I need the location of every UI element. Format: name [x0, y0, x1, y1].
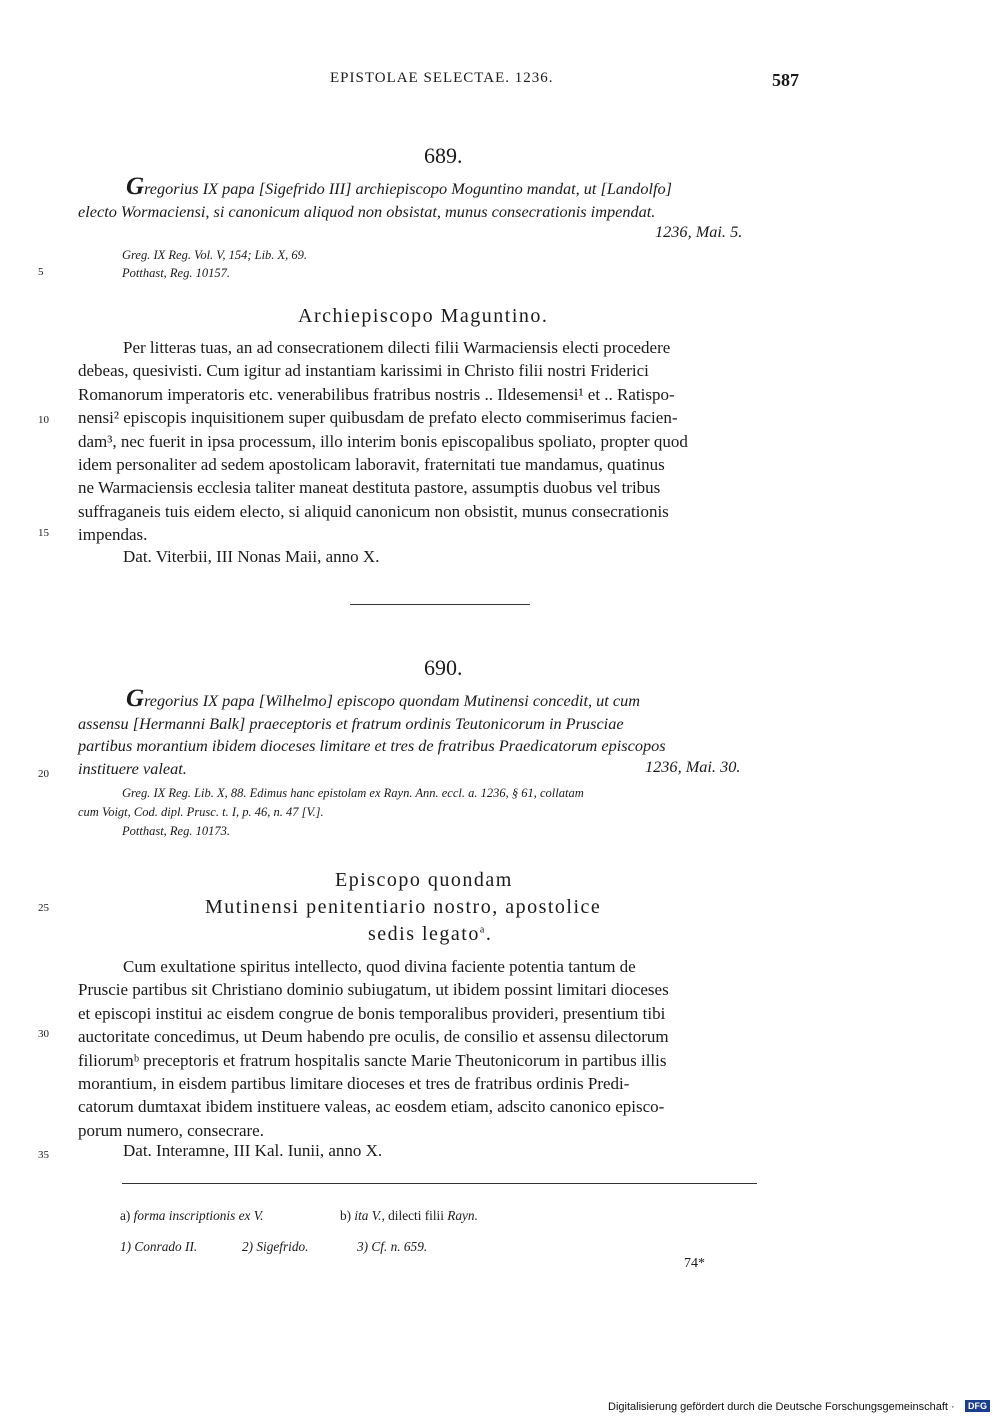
footnote-marker: a [479, 924, 486, 936]
letter-address-690: Episcopo quondam [335, 869, 513, 891]
letter-dating-690: Dat. Interamne, III Kal. Iunii, anno X. [123, 1141, 383, 1160]
letter-body-689 [78, 336, 805, 547]
body-line: catorum dumtaxat ibidem instituere valeas, ac eosdem etiam, adscito canonico episco- [78, 1097, 665, 1117]
letter-date-689: 1236, Mai. 5. [655, 222, 743, 241]
footnote-2 [242, 1239, 308, 1255]
body-line: filiorumᵇ preceptoris et fratrum hospitalis sancte Marie Theutonicorum in partibus illis [78, 1050, 667, 1070]
body-line: dam³, nec fuerit in ipsa processum, illo interim bonis episcopalibus spoliato, propter quod [78, 431, 688, 451]
body-line: suffraganeis tuis eidem electo, si aliquid canonicum non obsistit, munus consecrationis [78, 501, 669, 521]
letter-address-690: sedis legato$^a$. [368, 923, 493, 945]
footnote-1 [120, 1239, 197, 1255]
source-reference: Greg. IX Reg. Vol. V, 154; Lib. X, 69. [122, 248, 308, 262]
dfg-attribution: Digitalisierung gefördert durch die Deutsche Forschungsgemeinschaft · [608, 1401, 955, 1413]
drop-capital: G [126, 685, 145, 712]
running-header: EPISTOLAE SELECTAE. 1236. [330, 70, 554, 86]
body-line: idem personaliter ad sedem apostolicam laboravit, fraternitati tue mandamus, quatinus [78, 455, 665, 475]
footnote-marker: b) [340, 1208, 352, 1223]
footnote-marker: a) [120, 1208, 131, 1223]
footnote-text: Rayn. [447, 1208, 478, 1223]
footnote-3 [357, 1239, 427, 1255]
line-number: 15 [38, 527, 49, 539]
letter-dating-689: Dat. Viterbii, III Nonas Maii, anno X. [123, 547, 380, 566]
letter-address-690: Mutinensi penitentiario nostro, apostolice [205, 896, 602, 918]
footnote-b [340, 1208, 478, 1224]
source-reference: Potthast, Reg. 10157. [122, 266, 230, 280]
body-line: nensi² episcopis inquisitionem super quibusdam de prefato electo commiserimus facien- [78, 408, 678, 428]
body-line: et episcopi institui ac eisdem congrue de bonis temporalibus provideri, presentium tibi [78, 1003, 666, 1023]
body-line: Romanorum imperatoris etc. venerabilibus fratribus nostris .. Ildesemensi¹ et .. Ratispo- [78, 384, 675, 404]
footnote-divider [122, 1183, 757, 1184]
body-line: ne Warmaciensis ecclesia taliter maneat destituta pastore, assumptis duobus vel tribus [78, 478, 661, 498]
letter-number-689: 689. [424, 143, 463, 168]
line-number: 10 [38, 414, 49, 426]
source-reference: cum Voigt, Cod. dipl. Prusc. t. I, p. 46, n. 47 [V.]. [78, 805, 324, 819]
body-line: Cum exultatione spiritus intellecto, quod divina faciente potentia tantum de [123, 957, 636, 976]
summary-line: electo Wormaciensi, si canonicum aliquod non obsistat, munus consecrationis impendat. [78, 201, 656, 221]
footnote-text: 3) Cf. n. 659. [357, 1239, 428, 1254]
letter-summary-689 [78, 173, 805, 223]
footnote-text: forma inscriptionis ex V. [133, 1208, 264, 1223]
line-number: 5 [38, 266, 44, 278]
body-line: impendas. [78, 525, 148, 545]
line-number: 25 [38, 902, 49, 914]
source-reference: Greg. IX Reg. Lib. X, 88. Edimus hanc epistolam ex Rayn. Ann. eccl. a. 1236, § 61, collatam [122, 786, 584, 800]
footnote-text: ita V., [354, 1208, 385, 1223]
summary-line: partibus morantium ibidem dioceses limitare et tres de fratribus Praedicatorum episcopos [78, 736, 666, 755]
source-reference: Potthast, Reg. 10173. [122, 824, 230, 838]
letter-address-689: Archiepiscopo Maguntino. [298, 305, 549, 327]
dfg-logo: DFG [965, 1400, 990, 1412]
signature-mark: 74* [684, 1256, 705, 1271]
page-number: 587 [772, 70, 799, 90]
summary-line: regorius IX papa [Sigefrido III] archiepiscopo Moguntino mandat, ut [Landolfo] [144, 179, 672, 198]
section-divider [350, 604, 530, 605]
letter-number-690: 690. [424, 655, 463, 680]
summary-line: assensu [Hermanni Balk] praeceptoris et fratrum ordinis Teutonicorum in Prusciae [78, 713, 624, 733]
footnote-a [120, 1208, 263, 1224]
line-number: 30 [38, 1028, 49, 1040]
body-line: Per litteras tuas, an ad consecrationem dilecti filii Warmaciensis electi procedere [123, 338, 671, 357]
letter-body-690 [78, 955, 805, 1142]
footnote-text: dilecti filii [388, 1208, 444, 1223]
line-number: 20 [38, 768, 49, 780]
summary-line: instituere valeat. [78, 758, 187, 778]
body-line: auctoritate concedimus, ut Deum habendo pre oculis, de consilio et assensu dilectorum [78, 1027, 669, 1047]
body-line: debeas, quesivisti. Cum igitur ad instantiam karissimi in Christo filii nostri Friderici [78, 361, 649, 381]
letter-date-690: 1236, Mai. 30. [645, 757, 741, 776]
address-text: sedis legato [368, 923, 480, 945]
summary-line: regorius IX papa [Wilhelmo] episcopo quondam Mutinensi concedit, ut cum [144, 691, 640, 710]
body-line: porum numero, consecrare. [78, 1120, 264, 1140]
footnote-text: 1) Conrado II. [120, 1239, 198, 1254]
body-line: morantium, in eisdem partibus limitare dioceses et tres de fratribus ordinis Predi- [78, 1074, 630, 1094]
drop-capital: G [126, 173, 145, 200]
body-line: Pruscie partibus sit Christiano dominio subiugatum, ut ibidem possint limitari dioceses [78, 980, 669, 1000]
footnote-text: 2) Sigefrido. [242, 1239, 309, 1254]
line-number: 35 [38, 1149, 49, 1161]
